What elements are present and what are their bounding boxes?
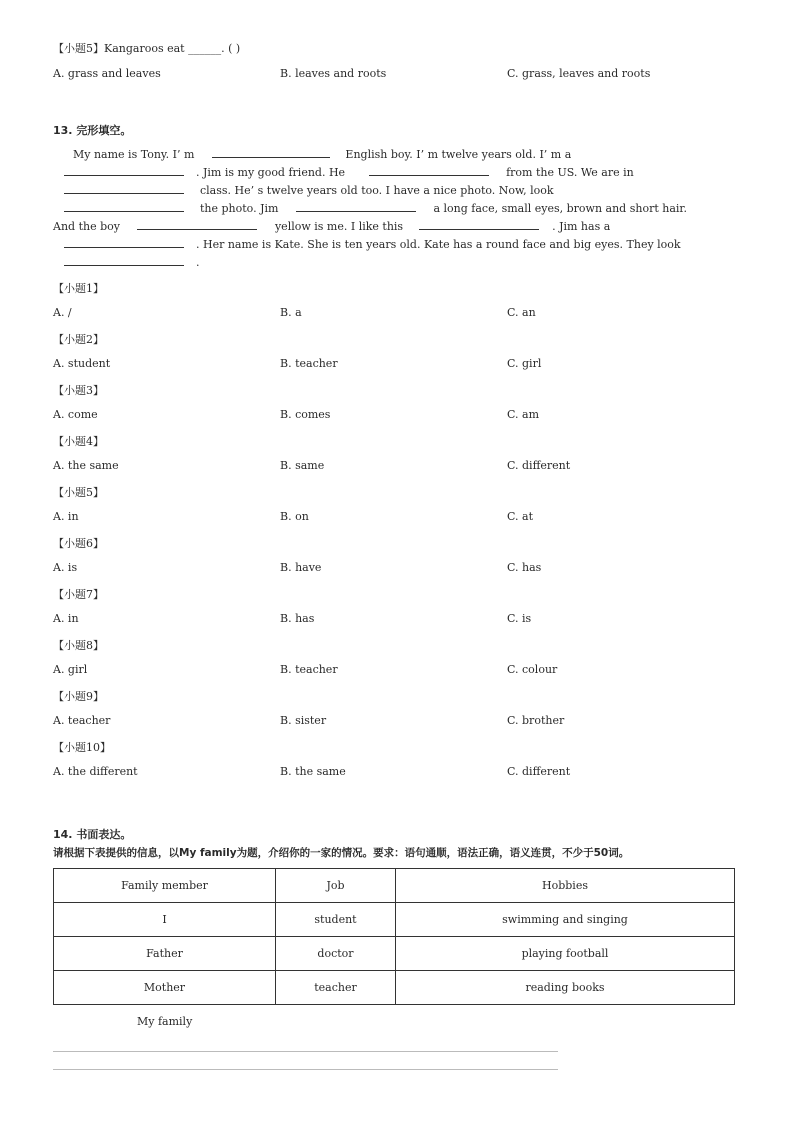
sub-question-label: 【小题2】 — [53, 333, 104, 346]
option-c[interactable]: C. different — [507, 765, 571, 778]
q12-sub5-option-b[interactable]: B. leaves and roots — [280, 67, 387, 80]
option-a[interactable]: A. student — [53, 357, 111, 370]
option-a[interactable]: A. in — [53, 612, 79, 625]
option-a[interactable]: A. / — [53, 306, 72, 319]
option-c[interactable]: C. am — [507, 408, 540, 421]
essay-title: My family — [137, 1015, 193, 1028]
blank-8[interactable] — [419, 219, 539, 230]
sub-question-label: 【小题8】 — [53, 639, 104, 652]
sub-question-label: 【小题10】 — [53, 741, 111, 754]
option-c[interactable]: C. at — [507, 510, 533, 523]
option-c[interactable]: C. colour — [507, 663, 558, 676]
option-a[interactable]: A. the different — [53, 765, 138, 778]
table-cell: teacher — [276, 971, 396, 1005]
table-row — [54, 903, 735, 937]
sub-question-label: 【小题5】 — [53, 486, 104, 499]
option-a[interactable]: A. come — [53, 408, 98, 421]
option-c[interactable]: C. brother — [507, 714, 565, 727]
q12-sub5-stem — [53, 40, 240, 56]
blank-5[interactable] — [64, 201, 184, 212]
writing-line[interactable] — [53, 1069, 558, 1070]
sub-question-label: 【小题6】 — [53, 537, 104, 550]
option-b[interactable]: B. has — [280, 612, 315, 625]
table-row — [54, 937, 735, 971]
blank-9[interactable] — [64, 237, 184, 248]
passage-line-4 — [64, 201, 687, 215]
table-cell: doctor — [276, 937, 396, 971]
passage-text: My name is Tony. I’ m — [73, 148, 195, 161]
option-b[interactable]: B. sister — [280, 714, 327, 727]
option-a[interactable]: A. is — [53, 561, 78, 574]
table-cell: student — [276, 903, 396, 937]
blank-3[interactable] — [369, 165, 489, 176]
table-cell: Father — [54, 937, 276, 971]
table-header-cell: Hobbies — [396, 869, 735, 903]
family-info-table — [53, 868, 735, 1005]
q14-title: 14. 书面表达。 — [53, 828, 132, 841]
sub-question-label: 【小题3】 — [53, 384, 104, 397]
sub-question-label: 【小题1】 — [53, 282, 104, 295]
passage-line-2 — [64, 165, 634, 179]
table-cell: I — [54, 903, 276, 937]
q12-sub5-text: Kangaroos eat ______. ( ) — [104, 42, 241, 55]
writing-line[interactable] — [53, 1051, 558, 1052]
passage-text: . Jim has a — [552, 220, 611, 233]
q12-sub5-option-c[interactable]: C. grass, leaves and roots — [507, 67, 651, 80]
table-row — [54, 971, 735, 1005]
q12-sub5-option-a[interactable]: A. grass and leaves — [53, 67, 161, 80]
option-c[interactable]: C. an — [507, 306, 536, 319]
sub-question-label: 【小题9】 — [53, 690, 104, 703]
option-b[interactable]: B. have — [280, 561, 322, 574]
table-header-row — [54, 869, 735, 903]
table-cell: reading books — [396, 971, 735, 1005]
table-header-cell: Family member — [54, 869, 276, 903]
blank-1[interactable] — [212, 147, 330, 158]
q13-title: 13. 完形填空。 — [53, 124, 132, 137]
option-b[interactable]: B. a — [280, 306, 302, 319]
option-b[interactable]: B. on — [280, 510, 309, 523]
option-a[interactable]: A. girl — [53, 663, 88, 676]
option-b[interactable]: B. teacher — [280, 357, 338, 370]
passage-text: English boy. I’ m twelve years old. I’ m a — [345, 148, 572, 161]
passage-line-3 — [64, 183, 554, 197]
passage-line-5 — [53, 219, 610, 233]
option-b[interactable]: B. teacher — [280, 663, 338, 676]
passage-text: . — [196, 256, 200, 269]
option-b[interactable]: B. the same — [280, 765, 346, 778]
table-cell: playing football — [396, 937, 735, 971]
option-c[interactable]: C. different — [507, 459, 571, 472]
option-b[interactable]: B. same — [280, 459, 325, 472]
sub-question-label: 【小题4】 — [53, 435, 104, 448]
passage-line-6 — [64, 237, 681, 251]
option-c[interactable]: C. is — [507, 612, 532, 625]
passage-text: the photo. Jim — [200, 202, 279, 215]
passage-text: from the US. We are in — [506, 166, 634, 179]
passage-line-7 — [64, 255, 200, 269]
table-cell: swimming and singing — [396, 903, 735, 937]
passage-text: a long face, small eyes, brown and short hair. — [433, 202, 687, 215]
q12-sub5-label: 【小题5】 — [53, 42, 104, 55]
passage-line-1 — [73, 147, 571, 161]
table-cell: Mother — [54, 971, 276, 1005]
passage-text: class. He’ s twelve years old too. I have a nice photo. Now, look — [200, 184, 554, 197]
option-a[interactable]: A. the same — [53, 459, 119, 472]
blank-7[interactable] — [137, 219, 257, 230]
option-b[interactable]: B. comes — [280, 408, 331, 421]
table-header-cell: Job — [276, 869, 396, 903]
passage-text: yellow is me. I like this — [274, 220, 404, 233]
sub-question-label: 【小题7】 — [53, 588, 104, 601]
option-a[interactable]: A. in — [53, 510, 79, 523]
blank-4[interactable] — [64, 183, 184, 194]
blank-2[interactable] — [64, 165, 184, 176]
blank-6[interactable] — [296, 201, 416, 212]
option-c[interactable]: C. has — [507, 561, 542, 574]
blank-10[interactable] — [64, 255, 184, 266]
option-c[interactable]: C. girl — [507, 357, 542, 370]
passage-text: . Her name is Kate. She is ten years old. Kate has a round face and big eyes. They look — [196, 238, 681, 251]
passage-text: And the boy — [53, 220, 120, 233]
option-a[interactable]: A. teacher — [53, 714, 111, 727]
q14-instruction: 请根据下表提供的信息，以My family为题，介绍你的一家的情况。要求：语句通顺，语法正确，语义连贯，不少于50词。 — [53, 847, 630, 859]
passage-text: . Jim is my good friend. He — [196, 166, 346, 179]
